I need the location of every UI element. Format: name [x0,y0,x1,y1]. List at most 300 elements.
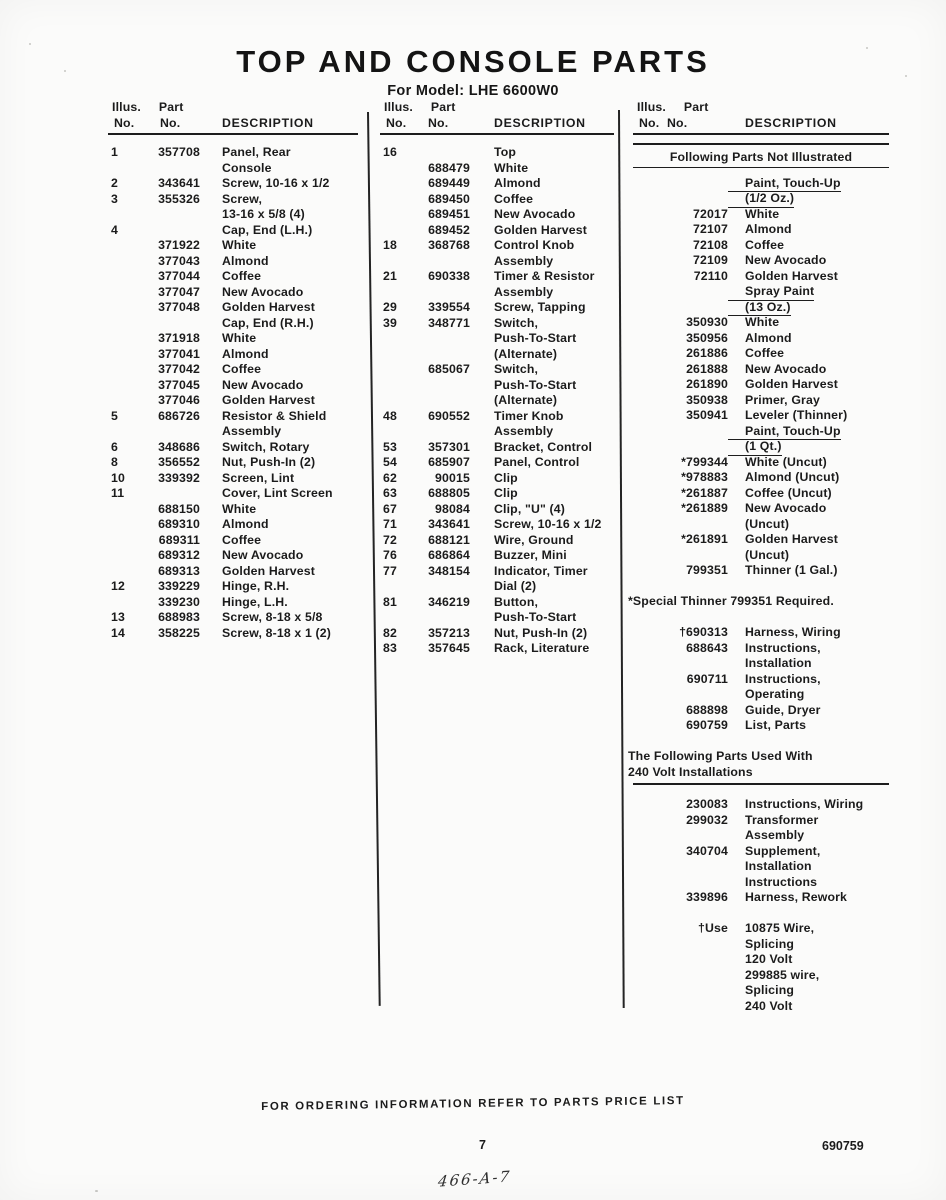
description-cell: 10875 Wire, [745,921,815,935]
illus-no-cell: 11 [111,486,125,500]
description-cell: Screw, 8-18 x 5/8 [222,610,323,624]
parts-row [108,486,358,502]
description-cell: Almond [494,176,541,190]
parts-row [633,393,889,409]
column-header-line1 [108,100,358,115]
parts-row [633,517,889,533]
parts-row [380,285,614,301]
parts-row [633,222,889,238]
part-no-cell: 339554 [428,300,470,314]
part-no-cell: 377045 [158,377,200,392]
part-header-label: Part [430,100,456,114]
parts-rows-right [628,175,889,1015]
description-cell: Panel, Rear [222,145,291,159]
part-no-cell: 377041 [158,346,200,361]
part-no-cell: 689452 [428,222,470,237]
parts-row [108,145,358,161]
description-cell: New Avocado [745,361,827,376]
illus-no-cell [633,532,655,548]
parts-row [633,207,889,223]
illus-no-cell [633,331,655,347]
illus-no-cell [633,672,655,688]
illus-no-cell [633,362,655,378]
illus-no-cell [633,797,655,813]
illus-no-cell [633,548,655,564]
part-no-cell: 689450 [428,191,470,206]
parts-row [108,595,358,611]
parts-row [380,269,614,285]
description-cell: Switch, Rotary [222,439,310,454]
part-no-cell: 339229 [158,579,200,593]
description-cell: Cover, Lint Screen [222,486,333,500]
parts-row [108,440,358,456]
parts-row [108,409,358,425]
part-no-cell: 350941 [686,408,728,422]
parts-row [633,999,889,1015]
description-cell: Almond [222,346,269,361]
illus-no-cell: 63 [383,486,397,500]
parts-row [380,207,614,223]
parts-row [108,223,358,239]
parts-row [633,548,889,564]
part-no-cell: 261886 [686,346,728,360]
description-cell: Almond [745,222,792,236]
part-no-cell: 689313 [158,563,200,578]
part-no-cell: 72017 [693,206,728,221]
illus-no-cell: 53 [383,439,397,454]
description-cell: Coffee (Uncut) [745,485,832,500]
description-cell: Assembly [745,828,805,842]
part-no-cell: 350956 [686,330,728,345]
description-cell: Golden Harvest [494,222,587,237]
illus-no-cell [380,254,416,270]
description-cell: Control Knob [494,238,575,252]
description-cell: Screw, 8-18 x 1 (2) [222,625,332,640]
illus-no-cell [108,331,148,347]
parts-row [380,517,614,533]
illus-no-cell [633,238,655,254]
description-cell: (Uncut) [745,547,790,562]
description-cell: (13 Oz.) [728,300,791,317]
part-no-cell: 90015 [435,470,470,485]
illus-no-cell [380,362,416,378]
part-no-cell: 377044 [158,269,200,283]
part-no-cell [655,999,728,1015]
description-cell: Push-To-Start [494,610,577,624]
part-header-label: Part [683,100,709,114]
illus-no-cell [108,548,148,564]
illus-no-cell [633,486,655,502]
illus-no-cell: 3 [111,191,118,206]
description-cell: Golden Harvest [222,563,315,578]
part-no-cell: 689449 [428,176,470,190]
illus-no-header: No. [386,116,407,130]
part-no-cell: 688150 [158,501,200,516]
description-cell: New Avocado [494,207,576,221]
illus-no-cell [633,222,655,238]
parts-row [380,347,614,363]
description-cell: Screw, Tapping [494,300,586,314]
part-no-cell: 348154 [428,563,470,578]
illus-no-cell [633,501,655,517]
description-cell: New Avocado [222,377,304,392]
part-no-cell [655,875,728,891]
part-no-cell [416,285,470,301]
description-cell: White (Uncut) [745,454,827,469]
illus-no-cell [633,470,655,486]
description-cell: (Uncut) [745,516,790,531]
parts-row [380,238,614,254]
description-cell: Operating [745,687,805,701]
illus-no-cell [108,300,148,316]
parts-row [633,408,889,424]
parts-row [633,844,889,860]
part-header-label: Part [158,100,184,114]
part-no-cell [655,439,728,456]
parts-row [108,455,358,471]
parts-row [108,331,358,347]
parts-column-right [628,100,889,1014]
description-cell: Nut, Push-In (2) [494,625,588,640]
header-second-rule [633,143,889,145]
parts-row [633,346,889,362]
description-cell: Hinge, L.H. [222,594,288,609]
description-cell: Harness, Wiring [745,625,841,639]
note-text: 240 Volt Installations [628,764,753,779]
illus-no-cell [633,952,655,968]
column-divider-left [367,112,380,1006]
scan-speck [95,1190,98,1192]
illus-no-cell [633,377,655,393]
description-cell: White [494,160,529,175]
illus-no-cell [633,718,655,734]
illus-no-cell [380,579,416,595]
illus-no-cell: 39 [383,315,397,330]
part-no-cell: 377047 [158,284,200,299]
description-cell: Paint, Touch-Up [728,424,841,441]
parts-row [633,813,889,829]
spacer-row [633,906,889,922]
parts-row [380,223,614,239]
illus-no-cell [380,347,416,363]
part-no-cell [416,579,470,595]
parts-row [633,703,889,719]
illus-no-cell: 48 [383,408,397,423]
column-header-line2 [108,115,358,131]
illus-no-cell: 29 [383,300,397,314]
parts-row [380,641,614,657]
illus-no-cell [633,844,655,860]
column-header [108,100,358,135]
description-cell: 13-16 x 5/8 (4) [222,207,305,221]
parts-row [108,533,358,549]
part-no-header: No. [667,116,688,130]
description-cell: Installation [745,656,812,670]
model-subtitle: For Model: LHE 6600W0 [387,83,559,99]
parts-row [380,564,614,580]
part-no-cell [655,828,728,844]
illus-no-cell: 13 [111,610,125,624]
part-no-cell: 685907 [428,455,470,469]
description-cell: Console [222,160,272,175]
illus-header-label: Illus. [112,100,141,114]
illus-no-cell [633,455,655,471]
parts-row [633,875,889,891]
part-no-cell: 368768 [428,238,470,252]
parts-row [380,192,614,208]
description-cell: Golden Harvest [745,532,838,546]
parts-row [108,207,358,223]
description-cell: Paint, Touch-Up [728,176,841,193]
description-cell: Top [494,145,517,159]
illus-no-cell [633,207,655,223]
scan-speck [866,47,868,49]
parts-row [633,828,889,844]
parts-row [380,626,614,642]
description-cell: Splicing [745,983,795,997]
parts-row [108,347,358,363]
part-no-cell: 688898 [686,702,728,717]
illus-no-cell [380,610,416,626]
illus-no-cell [633,828,655,844]
parts-row [108,393,358,409]
illus-no-cell [633,921,655,937]
description-cell: Guide, Dryer [745,702,821,717]
part-no-cell: 689312 [158,548,200,562]
description-cell: Coffee [494,191,534,206]
description-cell: Wire, Ground [494,532,574,547]
illus-no-cell [633,346,655,362]
illus-no-header: No. [639,116,660,130]
description-header: DESCRIPTION [222,116,314,130]
illus-no-cell [633,253,655,269]
parts-row [108,254,358,270]
description-cell: Almond [222,517,269,531]
parts-row [380,362,614,378]
parts-row [633,937,889,953]
description-cell: Assembly [494,424,554,438]
illus-no-cell [108,347,148,363]
part-no-cell: 377046 [158,393,200,407]
parts-row [633,952,889,968]
part-no-cell: 371918 [158,331,200,345]
illus-no-cell [380,223,416,239]
description-cell: White [745,206,780,221]
illus-no-cell [108,595,148,611]
illus-no-cell [108,564,148,580]
parts-row [380,409,614,425]
illus-no-cell [380,331,416,347]
parts-row [633,238,889,254]
part-no-cell: †Use [698,921,728,935]
description-cell: Splicing [745,936,795,951]
illus-no-cell [380,378,416,394]
illus-no-cell: 6 [111,439,118,454]
illus-no-cell [108,238,148,254]
illus-no-cell: 18 [383,238,397,252]
description-cell: Screw, 10-16 x 1/2 [494,517,602,531]
illus-no-cell [633,656,655,672]
description-cell: Coffee [222,532,262,547]
parts-row [380,440,614,456]
description-cell: New Avocado [222,284,304,299]
parts-row [380,254,614,270]
description-cell: Leveler (Thinner) [745,408,848,422]
description-cell: Clip [494,486,518,500]
parts-row [633,470,889,486]
parts-row [108,300,358,316]
illus-no-cell: 67 [383,501,397,516]
column-header [380,100,614,135]
illus-no-cell: 76 [383,548,397,562]
parts-row [108,626,358,642]
part-no-cell: 348686 [158,439,200,454]
illus-no-cell [108,254,148,270]
part-no-cell: 689310 [158,517,200,531]
illus-no-cell [633,563,655,579]
part-no-cell [416,145,470,161]
description-cell: Button, [494,594,539,609]
document-number: 690759 [822,1139,864,1153]
part-no-cell: 377042 [158,362,200,376]
parts-row [633,718,889,734]
part-no-cell: *261889 [681,501,728,515]
part-no-cell [416,254,470,270]
part-no-cell: 689311 [158,532,200,547]
illus-no-cell [633,424,655,441]
description-cell: Instructions, [745,671,821,686]
description-cell: Rack, Literature [494,641,590,655]
parts-row [108,285,358,301]
description-cell: Golden Harvest [222,393,315,407]
description-cell: Cap, End (R.H.) [222,315,314,330]
parts-row [108,548,358,564]
description-cell: New Avocado [222,548,304,562]
illus-no-cell [633,300,655,317]
description-cell: Clip, "U" (4) [494,501,565,516]
illus-no-cell: 1 [111,145,118,159]
part-no-cell [416,610,470,626]
scan-speck [29,43,31,45]
handwritten-note: 466-A-7 [437,1167,513,1191]
part-no-cell: 688121 [428,532,470,547]
part-no-cell: 357708 [158,145,200,159]
description-cell: White [222,501,257,516]
illus-no-cell [633,284,655,301]
description-cell: Assembly [494,284,554,299]
part-no-cell: 688479 [428,160,470,175]
parts-row [633,641,889,657]
part-no-cell [148,316,200,332]
part-no-cell: 356552 [158,455,200,469]
illus-no-cell: 72 [383,532,397,547]
part-no-cell [655,284,728,301]
description-cell: (Alternate) [494,393,558,407]
illus-no-cell [633,439,655,456]
parts-row [633,563,889,579]
illus-no-cell [380,192,416,208]
illus-no-cell: 82 [383,625,397,640]
description-cell: New Avocado [745,253,827,267]
illus-no-cell [633,890,655,906]
illus-no-cell [633,813,655,829]
description-cell: Spray Paint [728,284,814,301]
description-cell: 240 Volt [745,998,793,1013]
parts-row [633,253,889,269]
illus-no-cell: 62 [383,470,397,485]
illus-no-cell [380,161,416,177]
part-no-cell [655,952,728,968]
description-cell: Harness, Rework [745,890,848,904]
part-no-cell [655,656,728,672]
parts-row [380,471,614,487]
parts-row [108,471,358,487]
illus-no-cell [108,269,148,285]
parts-row [633,176,889,192]
part-no-cell: 72110 [693,268,728,283]
parts-row [380,300,614,316]
illus-no-cell [633,269,655,285]
illus-no-cell [108,161,148,177]
part-no-cell [655,968,728,984]
part-no-cell: 340704 [686,843,728,858]
description-cell: Primer, Gray [745,392,820,407]
parts-row [108,316,358,332]
parts-row [633,362,889,378]
parts-row [108,564,358,580]
description-cell: Resistor & Shield [222,408,327,423]
description-cell: Golden Harvest [745,377,838,391]
parts-row [633,486,889,502]
parts-row [380,145,614,161]
parts-row [633,656,889,672]
description-cell: Coffee [222,269,262,283]
description-cell: Screw, 10-16 x 1/2 [222,176,330,190]
part-no-cell: *978883 [681,470,728,484]
parts-row [633,315,889,331]
description-cell: Instructions, Wiring [745,797,864,811]
part-no-cell: †690313 [679,625,728,639]
parts-row [633,455,889,471]
illus-no-cell: 8 [111,455,118,469]
illus-header-label: Illus. [637,100,666,114]
spacer-row [633,610,889,626]
parts-row [633,968,889,984]
description-cell: Switch, [494,315,539,330]
parts-row [633,191,889,207]
description-cell: 120 Volt [745,952,793,966]
parts-row [380,176,614,192]
parts-row [380,486,614,502]
parts-row [380,161,614,177]
part-no-cell [416,393,470,409]
parts-row [633,672,889,688]
description-cell: White [745,315,780,329]
parts-row [108,610,358,626]
illus-no-cell [633,983,655,999]
part-no-cell [148,424,200,440]
ordering-information-note: FOR ORDERING INFORMATION REFER TO PARTS PRICE LIST [261,1095,685,1113]
parts-row [108,161,358,177]
description-cell: Almond [222,253,269,268]
illus-no-cell: 77 [383,563,397,578]
parts-row [108,579,358,595]
part-no-cell: 688643 [686,640,728,655]
illus-no-cell [633,176,655,193]
illus-no-cell [633,859,655,875]
part-no-cell: 357301 [428,439,470,454]
part-no-cell: 350930 [686,315,728,329]
